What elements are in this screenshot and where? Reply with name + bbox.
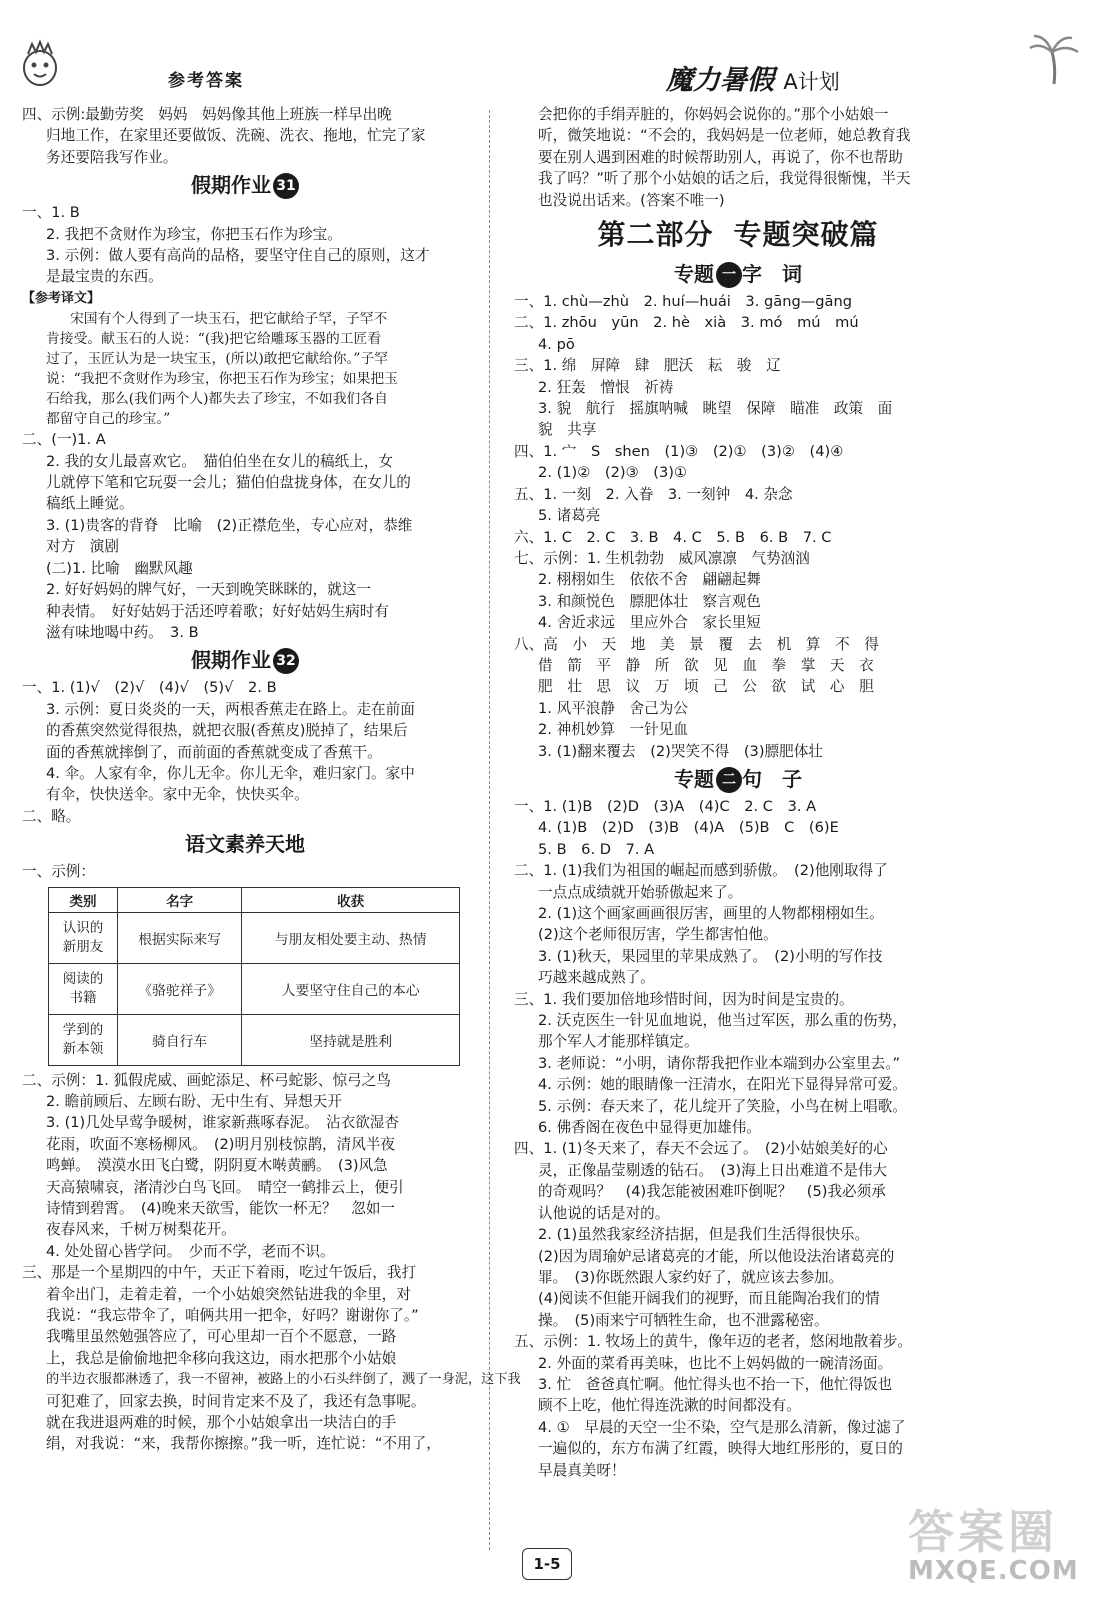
- text-line: 的香蕉突然觉得很热，就把衣服(香蕉皮)脱掉了，结果后: [46, 722, 408, 740]
- name-cell: 骑自行车: [118, 1014, 242, 1065]
- text-line: 3. 忙 爸爸真忙啊。他忙得头也不抬一下，他忙得饭也: [538, 1375, 893, 1393]
- harvest-table: [48, 887, 460, 1066]
- category-line: 新本领: [62, 1040, 104, 1057]
- number-badge: 32: [273, 648, 299, 674]
- table-header-row: [49, 887, 460, 912]
- text-line: 我说：“我忘带伞了，咱俩共用一把伞，好吗？谢谢你了。”: [46, 1307, 419, 1325]
- text-line: 5. 诸葛亮: [538, 507, 601, 525]
- text-line: 三、那是一个星期四的中午，天正下着雨，吃过午饭后，我打: [22, 1264, 417, 1282]
- text-line: 二、略。: [22, 807, 81, 825]
- text-line: (4)阅读不但能开阔我们的视野，而且能陶冶我们的情: [538, 1290, 880, 1308]
- topic-suffix: 字 词: [742, 262, 802, 287]
- section-title-text: 假期作业: [191, 173, 271, 198]
- category-cell: [49, 1014, 118, 1065]
- text-line: 3. (1)翻来覆去 (2)哭笑不得 (3)膘肥体壮: [538, 742, 823, 760]
- text-line: 2. 栩栩如生 依依不舍 翩翩起舞: [538, 571, 761, 589]
- topic-prefix: 专题: [674, 262, 714, 287]
- right-column: [514, 66, 962, 1481]
- text-line: 的奇观吗？ (4)我怎能被困难吓倒呢？ (5)我必须承: [538, 1183, 886, 1201]
- text-line: 听，微笑地说：“不会的，我妈妈是一位老师，她总教育我: [538, 127, 911, 145]
- text-line: 3. 和颜悦色 膘肥体壮 察言观色: [538, 592, 761, 610]
- text-line: 四、1. 宀 S shen (1)③ (2)① (3)② (4)④: [514, 442, 844, 460]
- text-line: 是最宝贵的东西。: [46, 268, 163, 286]
- text-line: 四、示例:最勤劳奖 妈妈 妈妈像其他上班族一样早出晚: [22, 106, 392, 123]
- translation-line: 肯接受。献玉石的人说：“(我)把它给雕琢玉器的工匠看: [46, 331, 382, 348]
- number-badge: 31: [273, 173, 299, 199]
- text-line: 务还要陪我写作业。: [46, 148, 178, 166]
- text-line: 3. (1)几处早莺争暖树，谁家新燕啄春泥。 沾衣欲湿杏: [46, 1114, 399, 1132]
- column-header: 名字: [118, 887, 242, 912]
- text-line: 5. 示例：春天来了，花儿绽开了笑脸，小鸟在树上唱歌。: [538, 1097, 907, 1115]
- text-line: 七、示例：1. 生机勃勃 威风凛凛 气势汹汹: [514, 549, 810, 567]
- text-line: 罪。 (3)你既然跟人家约好了，就应该去参加。: [538, 1268, 844, 1286]
- watermark-url: MXQE.COM: [908, 1556, 1079, 1586]
- text-line: 2. 沃克医生一针见血地说，他当过军医，那么重的伤势，: [538, 1012, 907, 1030]
- text-line: 归地工作，在家里还要做饭、洗碗、洗衣、拖地，忙完了家: [46, 127, 426, 145]
- number-badge: 二: [716, 767, 742, 793]
- text-line: 借 箭 平 静 所 欲 见 血 拳 掌 天 衣: [538, 656, 874, 674]
- topic-one-title: [514, 259, 962, 289]
- section-title-text: 假期作业: [191, 648, 271, 673]
- text-line: 顾不上吃，他忙得连洗漱的时间都没有。: [538, 1397, 801, 1415]
- text-line: 花雨，吹面不寒杨柳风。 (2)明月别枝惊鹊，清风半夜: [46, 1135, 396, 1153]
- topic-prefix: 专题: [674, 766, 714, 791]
- text-line: 6. 佛香阁在夜色中显得更加雄伟。: [538, 1119, 761, 1137]
- text-line: 操。 (5)雨来宁可牺牲生命，也不泄露秘密。: [538, 1311, 829, 1329]
- gain-cell: 与朋友相处要主动、热情: [242, 912, 460, 963]
- text-line: 对方 演剧: [46, 538, 119, 556]
- text-line: 4. 示例：她的眼睛像一汪清水，在阳光下显得异常可爱。: [538, 1076, 907, 1094]
- text-line: 5. B 6. D 7. A: [538, 840, 655, 858]
- text-line: 2. 瞻前顾后、左顾右盼、无中生有、异想天开: [46, 1092, 342, 1110]
- text-line: 灵，正像晶莹剔透的钻石。 (3)海上日出难道不是伟大: [538, 1161, 888, 1179]
- text-line: 一、1. (1)B (2)D (3)A (4)C 2. C 3. A: [514, 797, 817, 815]
- text-line: (二)1. 比喻 幽默风趣: [46, 559, 193, 577]
- text-line: 也没说出话来。(答案不唯一): [538, 191, 725, 209]
- text-line: 3. (1)贵客的背脊 比喻 (2)正襟危坐，专心应对，恭维: [46, 516, 413, 534]
- text-line: 1. 风平浪静 舍己为公: [538, 699, 688, 717]
- text-line: 4. 处处留心皆学问。 少而不学，老而不识。: [46, 1242, 335, 1260]
- text-line: 就在我进退两难的时候，那个小姑娘拿出一块洁白的手: [46, 1414, 397, 1432]
- text-line: 八、高 小 天 地 美 景 覆 去 机 算 不 得: [514, 635, 879, 653]
- category-line: 学到的: [62, 1021, 104, 1038]
- text-line: 2. (1)虽然我家经济拮据，但是我们生活得很快乐。: [538, 1226, 870, 1244]
- text-line: 二、(一)1. A: [22, 431, 106, 449]
- column-header: 类别: [49, 887, 118, 912]
- section-title-homework-31: [22, 170, 468, 200]
- translation-line: 都留守自己的珍宝。”: [46, 411, 171, 428]
- name-cell: 根据实际来写: [118, 912, 242, 963]
- watermark-logo: 答案圈: [908, 1505, 1058, 1559]
- text-line: 4. 舍近求远 里应外合 家长里短: [538, 614, 761, 632]
- text-line: 巧越来越成熟了。: [538, 969, 655, 987]
- text-line: 那个军人才能那样镇定。: [538, 1033, 699, 1051]
- section-title-homework-32: [22, 645, 468, 675]
- category-cell: [49, 963, 118, 1014]
- text-line: 3. 示例：夏日炎炎的一天，两根香蕉走在路上。走在前面: [46, 700, 415, 718]
- text-line: 上，我总是偷偷地把伞移向我这边，雨水把那个小姑娘: [46, 1349, 397, 1367]
- text-line: 早晨真美呀！: [538, 1461, 626, 1479]
- palm-tree-icon: [1026, 30, 1082, 86]
- text-line: 五、示例：1. 牧场上的黄牛，像年迈的老者，悠闲地散着步。: [514, 1333, 913, 1351]
- text-line: 六、1. C 2. C 3. B 4. C 5. B 6. B 7. C: [514, 528, 832, 546]
- text-line: 2. 好好妈妈的牌气好，一天到晚笑眯眯的，就这一: [46, 581, 372, 599]
- text-line: 滋有味地喝中药。 3. B: [46, 623, 199, 641]
- text-line: 绢，对我说：“来，我帮你擦擦。”我一听，连忙说：“不用了，: [46, 1435, 441, 1453]
- text-line: 3. 示例：做人要有高尚的品格，要坚守住自己的原则，这才: [46, 247, 430, 265]
- text-line: 3. (1)秋天，果园里的苹果成熟了。 (2)小明的写作技: [538, 947, 883, 965]
- text-line: 稿纸上睡觉。: [46, 495, 134, 513]
- table-row: [49, 912, 460, 963]
- text-line: 4. ① 早晨的天空一尘不染，空气是那么清新，像过滤了: [538, 1418, 906, 1436]
- number-badge: 一: [716, 262, 742, 288]
- left-column: [22, 66, 521, 1455]
- text-line: 4. (1)B (2)D (3)B (4)A (5)B C (6)E: [538, 819, 839, 837]
- text-line: 一、1. chù—zhù 2. huí—huái 3. gāng—gāng: [514, 293, 853, 311]
- text-line: 可犯难了，回家去换，时间肯定来不及了，我还有急事呢。: [46, 1392, 426, 1410]
- translation-line: 过了，玉匠认为是一块宝玉，(所以)敢把它献给你。”子罕: [46, 351, 389, 368]
- translation-line: 说：“我把不贪财作为珍宝，你把玉石作为珍宝；如果把玉: [46, 371, 398, 388]
- translation-line: 宋国有个人得到了一块玉石，把它献给子罕，子罕不: [70, 311, 388, 328]
- text-line: 一、1. B: [22, 204, 80, 222]
- text-line: 四、1. (1)冬天来了，春天不会远了。 (2)小姑娘美好的心: [514, 1140, 888, 1158]
- name-cell: 《骆驼祥子》: [118, 963, 242, 1014]
- text-line: 鸣蝉。 漠漠水田飞白鹭，阴阴夏木啭黄鹂。 (3)风急: [46, 1157, 388, 1175]
- gain-cell: 人要坚守住自己的本心: [242, 963, 460, 1014]
- text-line: 我嘴里虽然勉强答应了，可心里却一百个不愿意，一路: [46, 1328, 397, 1346]
- topic-two-title: [514, 764, 962, 794]
- translation-label: 【参考译文】: [22, 290, 101, 306]
- category-line: 书籍: [69, 989, 97, 1006]
- gain-cell: 坚持就是胜利: [242, 1014, 460, 1065]
- part-name: 专题突破篇: [733, 218, 879, 252]
- text-line: 2. 外面的菜肴再美味，也比不上妈妈做的一碗清汤面。: [538, 1354, 893, 1372]
- text-line: 2. 我把不贪财作为珍宝，你把玉石作为珍宝。: [46, 225, 342, 243]
- text-line: 二、1. zhōu yūn 2. hè xià 3. mó mú mú: [514, 314, 859, 332]
- text-line: 我了吗？”听了那个小姑娘的话之后，我觉得很惭愧，半天: [538, 170, 911, 188]
- category-line: 认识的: [62, 919, 104, 936]
- text-line: 一遍似的，东方布满了红霞，映得大地红彤彤的，夏日的: [538, 1440, 903, 1458]
- text-line: 2. 我的女儿最喜欢它。 猫伯伯坐在女儿的稿纸上，女: [46, 452, 393, 470]
- text-line: 2. (1)这个画家画画很厉害，画里的人物都栩栩如生。: [538, 905, 884, 922]
- text-line: 会把你的手绢弄脏的，你妈妈会说你的。”那个小姑娘一: [538, 106, 889, 123]
- brand-main: 魔力暑假: [666, 65, 774, 96]
- page-number: 1-5: [522, 1548, 572, 1580]
- text-line: 有伞，快快送伞。家中无伞，快快买伞。: [46, 786, 309, 804]
- text-line: 4. pō: [538, 335, 575, 353]
- text-line: 要在别人遇到困难的时候帮助别人，再说了，你不也帮助: [538, 148, 903, 166]
- brand-sub: A计划: [783, 70, 840, 94]
- column-header: 收获: [242, 887, 460, 912]
- text-line: 儿就停下笔和它玩耍一会儿；猫伯伯盘拢身体，在女儿的: [46, 474, 411, 492]
- text-line: 4. 伞。人家有伞，你儿无伞。你儿无伞，难归家门。家中: [46, 764, 415, 782]
- text-line: 种表情。 好好姑妈于活还哼着歌；好好姑妈生病时有: [46, 602, 389, 620]
- text-line: (2)因为周瑜妒忌诸葛亮的才能，所以他设法治诸葛亮的: [538, 1247, 895, 1265]
- text-line: 二、示例：1. 狐假虎威、画蛇添足、杯弓蛇影、惊弓之鸟: [22, 1071, 391, 1089]
- category-line: 新朋友: [62, 938, 104, 955]
- text-line: 三、1. 绵 屏障 肆 肥沃 耘 骏 辽: [514, 357, 781, 375]
- section-title-literacy: 语文素养天地: [185, 832, 305, 857]
- table-row: [49, 1014, 460, 1065]
- part-two-title: [514, 213, 962, 257]
- translation-line: 石给我，那么(我们两个人)都失去了珍宝，不如我们各自: [46, 391, 388, 408]
- topic-suffix: 句 子: [742, 766, 802, 791]
- column-divider: [489, 110, 490, 1550]
- text-line: 天高猿啸哀，渚清沙白鸟飞回。 晴空一鹤排云上，便引: [46, 1178, 404, 1196]
- text-line: 一、示例：: [22, 863, 95, 881]
- text-line: 五、1. 一刻 2. 入眷 3. 一刻钟 4. 杂念: [514, 485, 793, 503]
- text-line: 着伞出门，走着走着，一个小姑娘突然钻进我的伞里，对: [46, 1285, 411, 1303]
- text-line: 肥 壮 思 议 万 顷 己 公 欲 试 心 胆: [538, 678, 874, 696]
- text-line: 三、1. 我们要加倍地珍惜时间，因为时间是宝贵的。: [514, 990, 854, 1008]
- text-line: 认他说的话是对的。: [538, 1204, 670, 1222]
- text-line: 二、1. (1)我们为祖国的崛起而感到骄傲。 (2)他刚取得了: [514, 862, 888, 880]
- table-row: [49, 963, 460, 1014]
- category-cell: [49, 912, 118, 963]
- text-line: 诗情到碧霄。 (4)晚来天欲雪，能饮一杯无？ 忽如一: [46, 1200, 396, 1217]
- part-label: 第二部分: [597, 218, 714, 252]
- text-line: 3. 貌 航行 摇旗呐喊 眺望 保障 瞄准 政策 面: [538, 400, 893, 418]
- answer-key-header: 参考答案: [168, 71, 244, 91]
- text-line: 面的香蕉就摔倒了，而前面的香蕉就变成了香蕉干。: [46, 743, 382, 761]
- text-line: 一点点成绩就开始骄傲起来了。: [538, 883, 743, 901]
- text-line: 2. (1)② (2)③ (3)①: [538, 464, 688, 482]
- text-line: 一、1. (1)√ (2)√ (4)√ (5)√ 2. B: [22, 679, 277, 697]
- text-line: 貌 共享: [538, 421, 597, 439]
- text-line: 3. 老师说：“小明，请你帮我把作业本端到办公室里去。”: [538, 1054, 901, 1072]
- text-line: (2)这个老师很厉害，学生都害怕他。: [538, 926, 778, 944]
- category-line: 阅读的: [62, 970, 104, 987]
- text-line: 2. 狂轰 憎恨 祈祷: [538, 378, 674, 396]
- text-line: 的半边衣服都淋透了，我一不留神，被路上的小石头绊倒了，溅了一身泥，这下我: [46, 1372, 521, 1388]
- text-line: 2. 神机妙算 一针见血: [538, 721, 688, 739]
- text-line: 夜春风来，千树万树梨花开。: [46, 1221, 236, 1239]
